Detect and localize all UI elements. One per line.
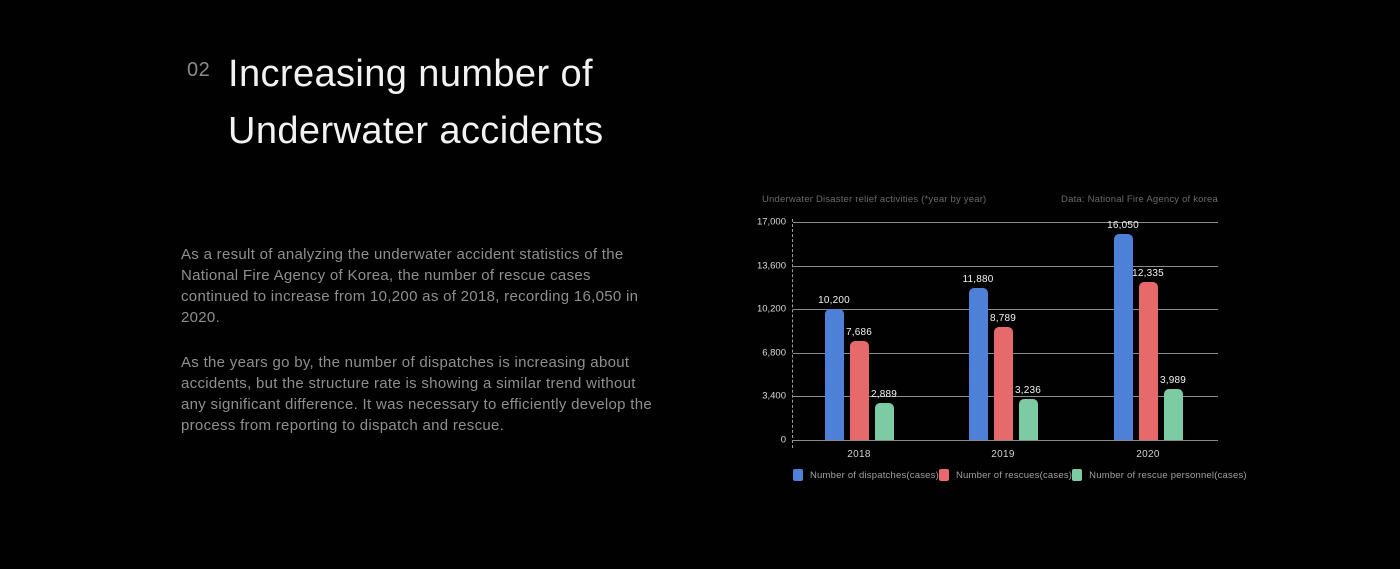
bar-value-label: 11,880: [962, 273, 994, 285]
y-axis-tick-label: 13,600: [756, 260, 786, 272]
bar-value-label: 2,889: [870, 388, 898, 400]
y-axis-tick-label: 6,800: [762, 347, 786, 359]
bar-group-2019: [962, 273, 1042, 440]
legend-swatch: [793, 469, 803, 481]
x-axis-category-label: 2020: [1136, 449, 1160, 460]
legend-item: [939, 469, 1072, 481]
section-number: 02: [187, 59, 211, 81]
x-axis-category-label: 2019: [991, 449, 1015, 460]
bar-value-label: 10,200: [818, 295, 850, 307]
legend-item: [793, 469, 939, 481]
chart-plot: [756, 216, 1218, 460]
page-title: [228, 46, 604, 160]
body-paragraph-1: As a result of analyzing the underwater accident statistics of the National Fire Agency of Korea, the number of rescue cases continued to increase from 10,200 as of 2018, recording 16,050 in 2020.: [181, 246, 639, 326]
legend-label: Number of rescues(cases): [955, 469, 1073, 481]
bar: [818, 295, 850, 440]
legend-swatch: [1072, 469, 1082, 481]
legend-label: Number of dispatches(cases): [810, 469, 939, 481]
bar-group-2020: [1107, 220, 1187, 440]
chart-title: Underwater Disaster relief activities (*year by year): [762, 194, 987, 205]
bar-value-label: 3,236: [1014, 384, 1042, 396]
bar-chart: [756, 194, 1247, 481]
x-axis-category-label: 2018: [847, 449, 871, 460]
bar: [1132, 267, 1164, 440]
bar-value-label: 8,789: [989, 313, 1017, 325]
chart-source-note: Data: National Fire Agency of korea: [1061, 194, 1218, 205]
page-title-line-1: Increasing number of: [228, 53, 593, 95]
chart-gridline: [793, 440, 1218, 441]
y-axis-tick-label: 3,400: [762, 390, 786, 402]
body-paragraph-2: As the years go by, the number of dispatches is increasing about accidents, but the structure rate is showing a similar trend without any significant difference. It was necessary to efficiently develop the process from reporting to dispatch and rescue.: [181, 354, 652, 434]
bar-value-label: 16,050: [1107, 220, 1139, 232]
legend-item: [1072, 469, 1247, 481]
bar: [1107, 220, 1139, 440]
y-axis-tick-label: 10,200: [756, 303, 786, 315]
legend-swatch: [939, 469, 949, 481]
bar: [1159, 374, 1187, 440]
bar: [989, 313, 1017, 440]
chart-legend: [793, 469, 1247, 481]
page-title-line-2: Underwater accidents: [228, 110, 604, 152]
y-axis-dashed-line: [792, 219, 793, 448]
y-axis-tick-label: 17,000: [756, 216, 786, 228]
bar-value-label: 7,686: [845, 327, 873, 339]
bar-group-2018: [818, 295, 898, 440]
bar: [870, 388, 898, 440]
chart-header: [762, 194, 1218, 205]
bar: [962, 273, 994, 440]
bar: [845, 327, 873, 440]
bar: [1014, 384, 1042, 440]
chart-gridline: [793, 222, 1218, 223]
bar-value-label: 12,335: [1132, 267, 1164, 279]
legend-label: Number of rescue personnel(cases): [1089, 469, 1247, 481]
bar-value-label: 3,989: [1159, 374, 1187, 386]
y-axis-tick-label: 0: [780, 434, 786, 446]
